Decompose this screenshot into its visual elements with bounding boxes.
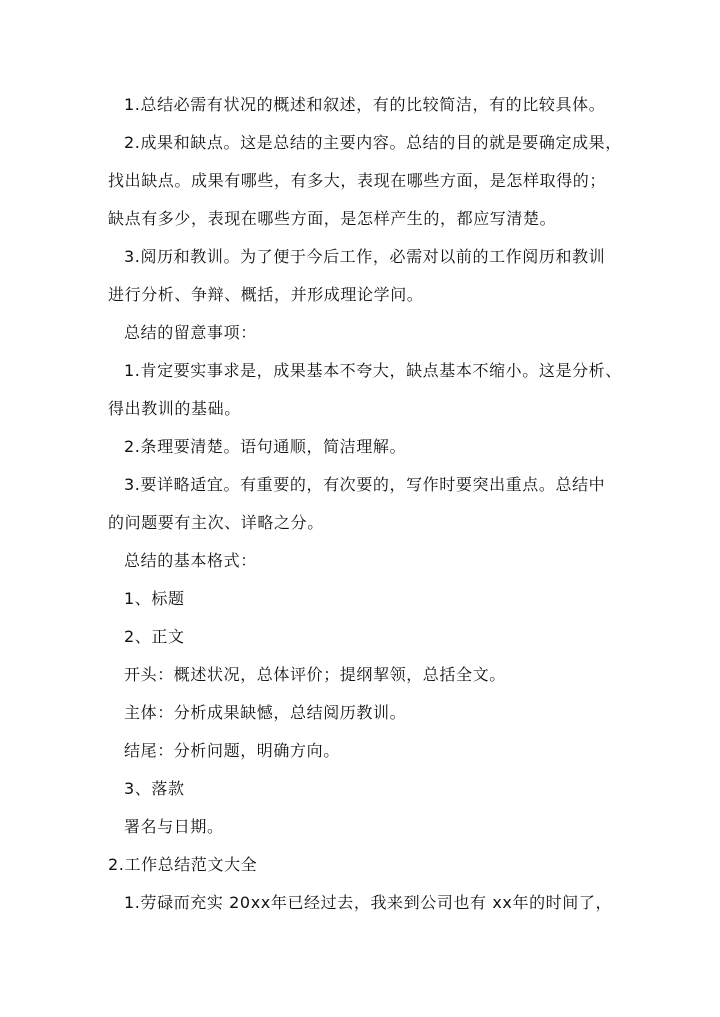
list-item: 3、落款	[124, 779, 185, 798]
paragraph-line: 2.条理要清楚。语句通顺，简洁理解。	[124, 437, 407, 456]
section-heading: 总结的基本格式：	[124, 551, 257, 570]
paragraph-line: 开头：概述状况，总体评价；提纲挈领，总括全文。	[124, 665, 506, 684]
paragraph-line: 进行分析、争辩、概括，并形成理论学问。	[108, 285, 424, 304]
paragraph-line: 3.要详略适宜。有重要的，有次要的，写作时要突出重点。总结中	[124, 475, 606, 494]
paragraph-line: 的问题要有主次、详略之分。	[108, 513, 324, 532]
paragraph-line: 得出教训的基础。	[108, 399, 241, 418]
paragraph-line: 缺点有多少，表现在哪些方面，是怎样产生的，都应写清楚。	[108, 209, 557, 228]
paragraph-line: 署名与日期。	[124, 817, 224, 836]
list-item: 1、标题	[124, 589, 185, 608]
paragraph-line: 3.阅历和教训。为了便于今后工作，必需对以前的工作阅历和教训	[124, 247, 606, 266]
paragraph-line: 结尾：分析问题，明确方向。	[124, 741, 340, 760]
paragraph-line: 1.劳碌而充实 20xx年已经过去，我来到公司也有 xx年的时间了，	[124, 893, 613, 912]
paragraph-line: 找出缺点。成果有哪些，有多大，表现在哪些方面，是怎样取得的；	[108, 171, 607, 190]
section-title: 2.工作总结范文大全	[108, 855, 258, 874]
list-item: 2、正文	[124, 627, 185, 646]
paragraph-line: 1.总结必需有状况的概述和叙述，有的比较简洁，有的比较具体。	[124, 95, 606, 114]
paragraph-line: 主体：分析成果缺憾，总结阅历教训。	[124, 703, 407, 722]
paragraph-line: 1.肯定要实事求是，成果基本不夸大，缺点基本不缩小。这是分析、	[124, 361, 622, 380]
paragraph-line: 2.成果和缺点。这是总结的主要内容。总结的目的就是要确定成果，	[124, 133, 622, 152]
section-heading: 总结的留意事项：	[124, 323, 257, 342]
